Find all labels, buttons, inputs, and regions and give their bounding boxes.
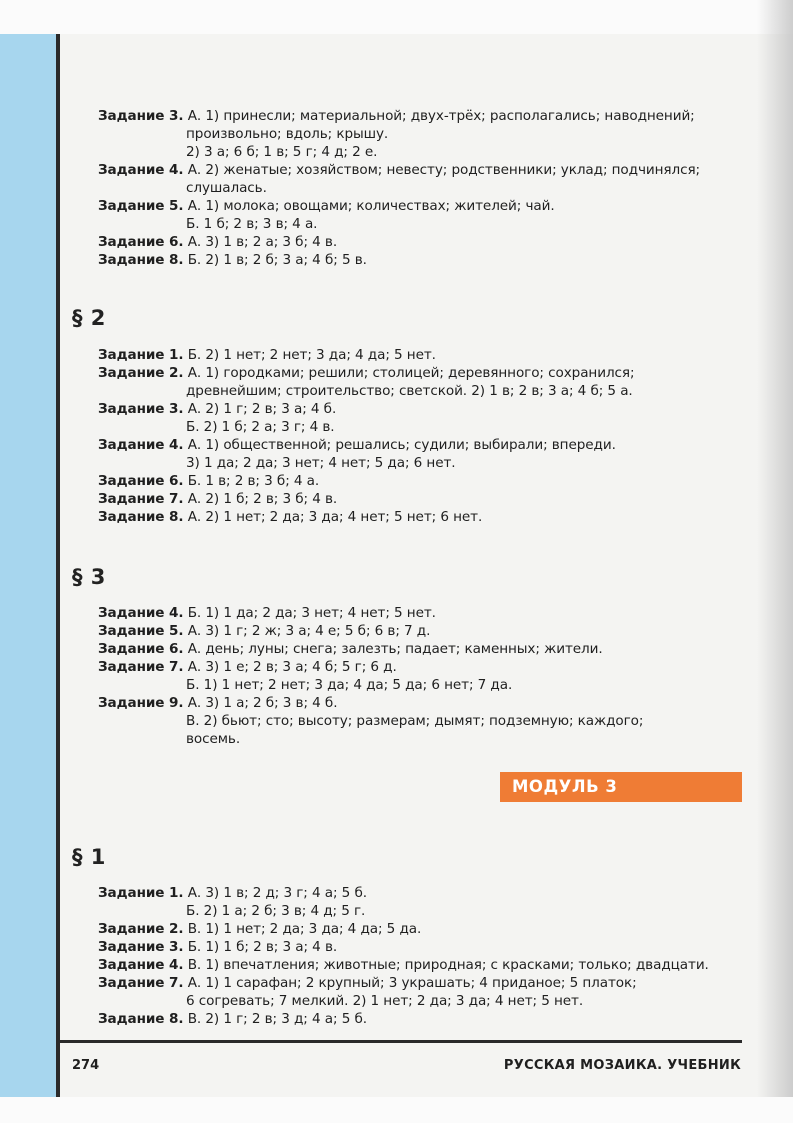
footer-rule <box>60 1040 742 1043</box>
section-heading: § 1 <box>72 845 106 869</box>
answer-line: Б. 1 б; 2 в; 3 в; 4 а. <box>186 216 318 232</box>
page-number: 274 <box>72 1058 100 1073</box>
answer-line: В. 2) бьют; сто; высоту; размерам; дымят; подземную; каждого; <box>186 713 644 729</box>
answer-line: Задание 8. А. 2) 1 нет; 2 да; 3 да; 4 нет; 5 нет; 6 нет. <box>98 509 483 525</box>
section-heading: § 3 <box>72 565 106 589</box>
answer-line: Задание 4. В. 1) впечатления; животные; природная; с красками; только; двадцати. <box>98 957 709 973</box>
page-edge-shadow <box>757 0 793 1123</box>
answer-line: Задание 2. В. 1) 1 нет; 2 да; 3 да; 4 да; 5 да. <box>98 921 422 937</box>
answer-line: Задание 4. А. 2) женатые; хозяйством; невесту; родственники; уклад; подчинялся; <box>98 162 701 178</box>
answer-line: Задание 6. Б. 1 в; 2 в; 3 б; 4 а. <box>98 473 320 489</box>
answer-line: Задание 3. А. 2) 1 г; 2 в; 3 а; 4 б. <box>98 401 337 417</box>
answer-line: Задание 1. А. 3) 1 в; 2 д; 3 г; 4 а; 5 б. <box>98 885 367 901</box>
answer-line: Задание 9. А. 3) 1 а; 2 б; 3 в; 4 б. <box>98 695 338 711</box>
answer-line: 6 согревать; 7 мелкий. 2) 1 нет; 2 да; 3 да; 4 нет; 5 нет. <box>186 993 584 1009</box>
answer-line: слушалась. <box>186 180 267 196</box>
book-title: РУССКАЯ МОЗАИКА. УЧЕБНИК <box>503 1058 741 1073</box>
answer-line: произвольно; вдоль; крышу. <box>186 126 389 142</box>
answer-line: Б. 2) 1 а; 2 б; 3 в; 4 д; 5 г. <box>186 903 366 919</box>
answer-line: древнейшим; строительство; светской. 2) 1 в; 2 в; 3 а; 4 б; 5 а. <box>186 383 633 399</box>
answer-line: Задание 7. А. 1) 1 сарафан; 2 крупный; 3 украшать; 4 приданое; 5 платок; <box>98 975 637 991</box>
answer-line: Задание 1. Б. 2) 1 нет; 2 нет; 3 да; 4 да; 5 нет. <box>98 347 436 363</box>
answer-line: Задание 8. В. 2) 1 г; 2 в; 3 д; 4 а; 5 б. <box>98 1011 367 1027</box>
answer-line: Задание 6. А. 3) 1 в; 2 а; 3 б; 4 в. <box>98 234 338 250</box>
answer-line: восемь. <box>186 731 241 747</box>
answer-line: Задание 4. А. 1) общественной; решались; судили; выбирали; впереди. <box>98 437 616 453</box>
answer-line: Задание 3. Б. 1) 1 б; 2 в; 3 а; 4 в. <box>98 939 338 955</box>
left-color-band <box>0 34 56 1097</box>
answer-line: 3) 1 да; 2 да; 3 нет; 4 нет; 5 да; 6 нет. <box>186 455 456 471</box>
answer-line: Задание 3. А. 1) принесли; материальной; двух-трёх; располагались; наводнений; <box>98 108 695 124</box>
answer-line: Задание 7. А. 3) 1 е; 2 в; 3 а; 4 б; 5 г; 6 д. <box>98 659 397 675</box>
answer-line: Задание 8. Б. 2) 1 в; 2 б; 3 а; 4 б; 5 в. <box>98 252 367 268</box>
page-top-margin <box>0 0 793 34</box>
margin-rule <box>56 34 60 1097</box>
answer-line: Задание 6. А. день; луны; снега; залезть; падает; каменных; жители. <box>98 641 603 657</box>
answer-line: Задание 5. А. 3) 1 г; 2 ж; 3 а; 4 е; 5 б; 6 в; 7 д. <box>98 623 431 639</box>
answer-line: Задание 4. Б. 1) 1 да; 2 да; 3 нет; 4 нет; 5 нет. <box>98 605 436 621</box>
page-bottom-margin <box>0 1097 793 1123</box>
section-heading: § 2 <box>72 306 106 330</box>
answer-line: Б. 1) 1 нет; 2 нет; 3 да; 4 да; 5 да; 6 нет; 7 да. <box>186 677 513 693</box>
answer-line: Задание 5. А. 1) молока; овощами; количествах; жителей; чай. <box>98 198 555 214</box>
answer-line: Задание 7. А. 2) 1 б; 2 в; 3 б; 4 в. <box>98 491 338 507</box>
answer-line: Задание 2. А. 1) городками; решили; столицей; деревянного; сохранился; <box>98 365 635 381</box>
answer-line: Б. 2) 1 б; 2 а; 3 г; 4 в. <box>186 419 335 435</box>
module-banner: МОДУЛЬ 3 <box>500 772 742 802</box>
answer-line: 2) 3 а; 6 б; 1 в; 5 г; 4 д; 2 е. <box>186 144 378 160</box>
